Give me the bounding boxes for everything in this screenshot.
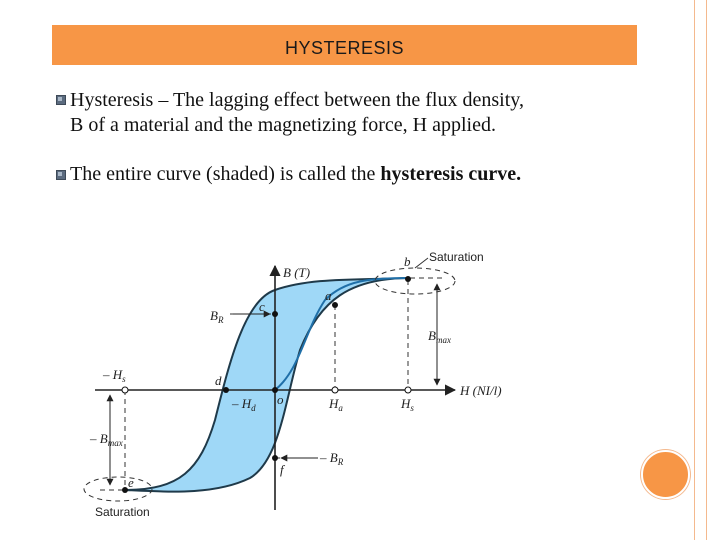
label-neg-bmax-sub: max: [107, 438, 123, 448]
label-point-f: f: [280, 462, 284, 477]
label-neg-hd-main: – H: [232, 396, 252, 411]
label-point-c: c: [259, 299, 265, 314]
bullet-1-line-2: B of a material and the magnetizing force, H applied.: [70, 114, 496, 136]
label-neg-br-sub: R: [337, 457, 344, 467]
point-ha: [332, 387, 338, 393]
label-point-b: b: [404, 254, 411, 269]
label-point-a: a: [325, 288, 332, 303]
label-neg-bmax: [89, 431, 123, 448]
label-b-axis: B (T): [283, 265, 311, 280]
hysteresis-loop-area: [125, 278, 410, 492]
label-point-e: e: [128, 475, 134, 490]
label-hs-sub: s: [410, 403, 414, 413]
point-b: [405, 276, 411, 282]
label-bmax-main: B: [428, 328, 436, 343]
saturation-ellipse-top: [375, 268, 455, 294]
label-br-main: B: [210, 308, 218, 323]
label-neg-br: [319, 450, 344, 467]
label-neg-br-main: – B: [320, 450, 338, 465]
label-ha-main: H: [329, 396, 339, 411]
label-saturation-bottom: Saturation: [95, 505, 150, 519]
label-bmax-sub: max: [435, 335, 451, 345]
label-br: [210, 308, 224, 325]
slide-title: HYSTERESIS: [284, 38, 405, 58]
point-hs: [405, 387, 411, 393]
point-c: [272, 311, 278, 317]
label-neg-hs: [102, 367, 126, 384]
saturation-leader-top: [415, 258, 428, 268]
label-hs: [400, 396, 414, 413]
point-neg-hs: [122, 387, 128, 393]
bullet-2-bold: hysteresis curve.: [380, 163, 522, 185]
label-point-o: o: [277, 392, 284, 407]
point-f: [272, 455, 278, 461]
bullet-1-line-1: Hysteresis – The lagging effect between the flux density,: [70, 89, 524, 111]
label-ha: [328, 396, 343, 413]
label-h-axis: H (NI/l): [460, 383, 502, 398]
label-neg-bmax-main: – B: [90, 431, 108, 446]
label-saturation-top: Saturation: [429, 250, 484, 264]
point-a: [332, 302, 338, 308]
label-neg-hd-sub: d: [251, 403, 256, 413]
label-br-sub: R: [217, 315, 224, 325]
point-d: [223, 387, 229, 393]
label-point-d: d: [215, 373, 222, 388]
bullet-2-prefix: The entire curve (shaded) is called the: [70, 163, 381, 185]
label-bmax: [428, 328, 451, 345]
label-hs-main: H: [401, 396, 411, 411]
label-neg-hs-main: – H: [103, 367, 123, 382]
label-neg-hs-sub: s: [122, 374, 126, 384]
label-ha-sub: a: [338, 403, 343, 413]
